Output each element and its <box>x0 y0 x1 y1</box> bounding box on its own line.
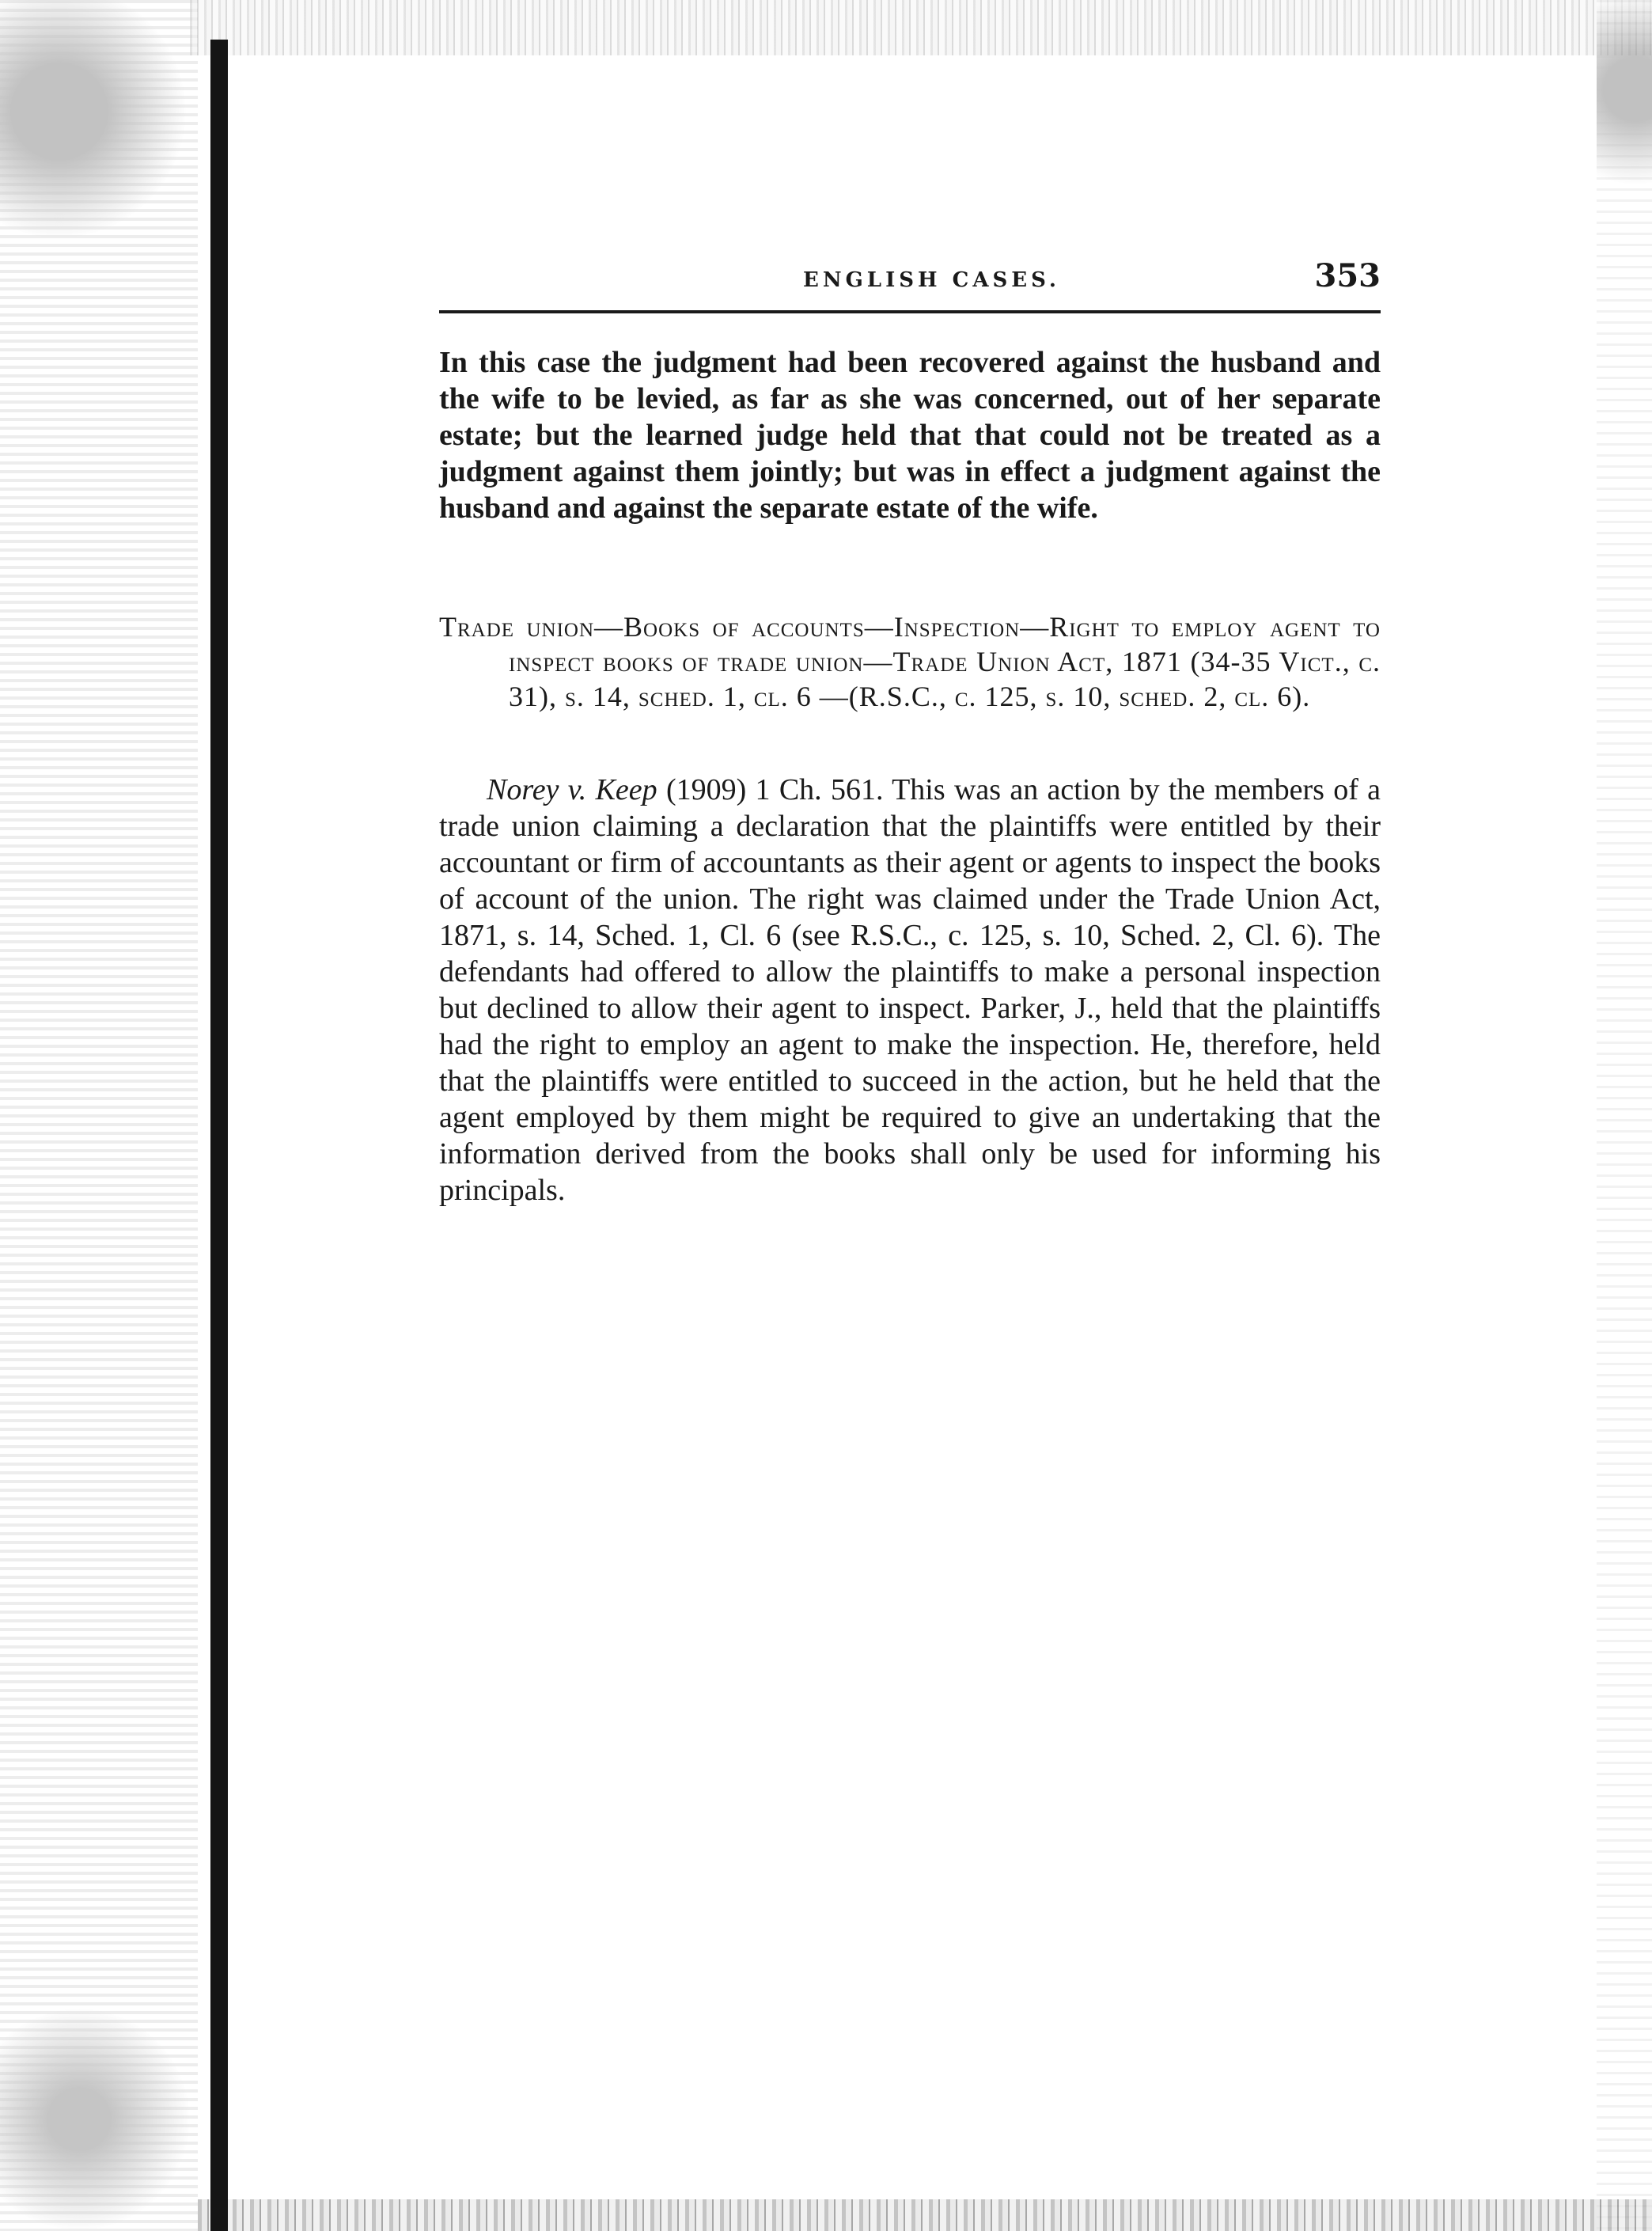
scan-border-top <box>190 0 1652 55</box>
scan-border-left <box>0 0 198 2231</box>
paragraph-continued: In this case the judgment had been recovered against the husband and the wife to be levied, as far as she was concerned, out of her separate estate; but the learned judge held that that could not be treated as a judgment against them jointly; but was in effect a judgment against the husband and against the separate estate of the wife. <box>439 346 1381 525</box>
header-title: ENGLISH CASES. <box>803 268 1060 292</box>
case-name: Norey v. Keep <box>487 773 657 806</box>
running-header <box>439 257 1381 305</box>
scan-border-right <box>1597 0 1652 2231</box>
page-number: 353 <box>1314 257 1381 294</box>
case-citation: (1909) 1 Ch. 561. <box>665 773 884 806</box>
scan-border-bottom <box>198 2199 1652 2231</box>
page-binding-edge <box>210 40 228 2231</box>
case-paragraph <box>439 772 1381 1208</box>
case-heading: Trade union—Books of accounts—Inspection—Right to employ agent to inspect books of trade union—Trade Union Act, 1871 (34-35 Vict., c. 31), s. 14, sched. 1, cl. 6 —(R.S.C., c. 125, s. 10, sched. 2, cl. 6). <box>439 611 1381 712</box>
header-rule <box>439 310 1381 313</box>
case-body: This was an action by the members of a trade union claiming a declaration that the plaintiffs were entitled by their accountant or firm of accountants as their agent or agents to inspect the books of account of the union. The right was claimed under the Trade Union Act, 1871, s. 14, Sched. 1, Cl. 6 (see R.S.C., c. 125, s. 10, Sched. 2, Cl. 6). The defendants had offered to allow the plaintiffs to make a personal inspection but declined to allow their agent to inspect. Parker, J., held that the plaintiffs had the right to employ an agent to make the inspection. He, therefore, held that the plaintiffs were entitled to succeed in the action, but he held that the agent employed by them might be required to give an undertaking that the information derived from the books shall only be used for informing his principals. <box>439 773 1381 1207</box>
